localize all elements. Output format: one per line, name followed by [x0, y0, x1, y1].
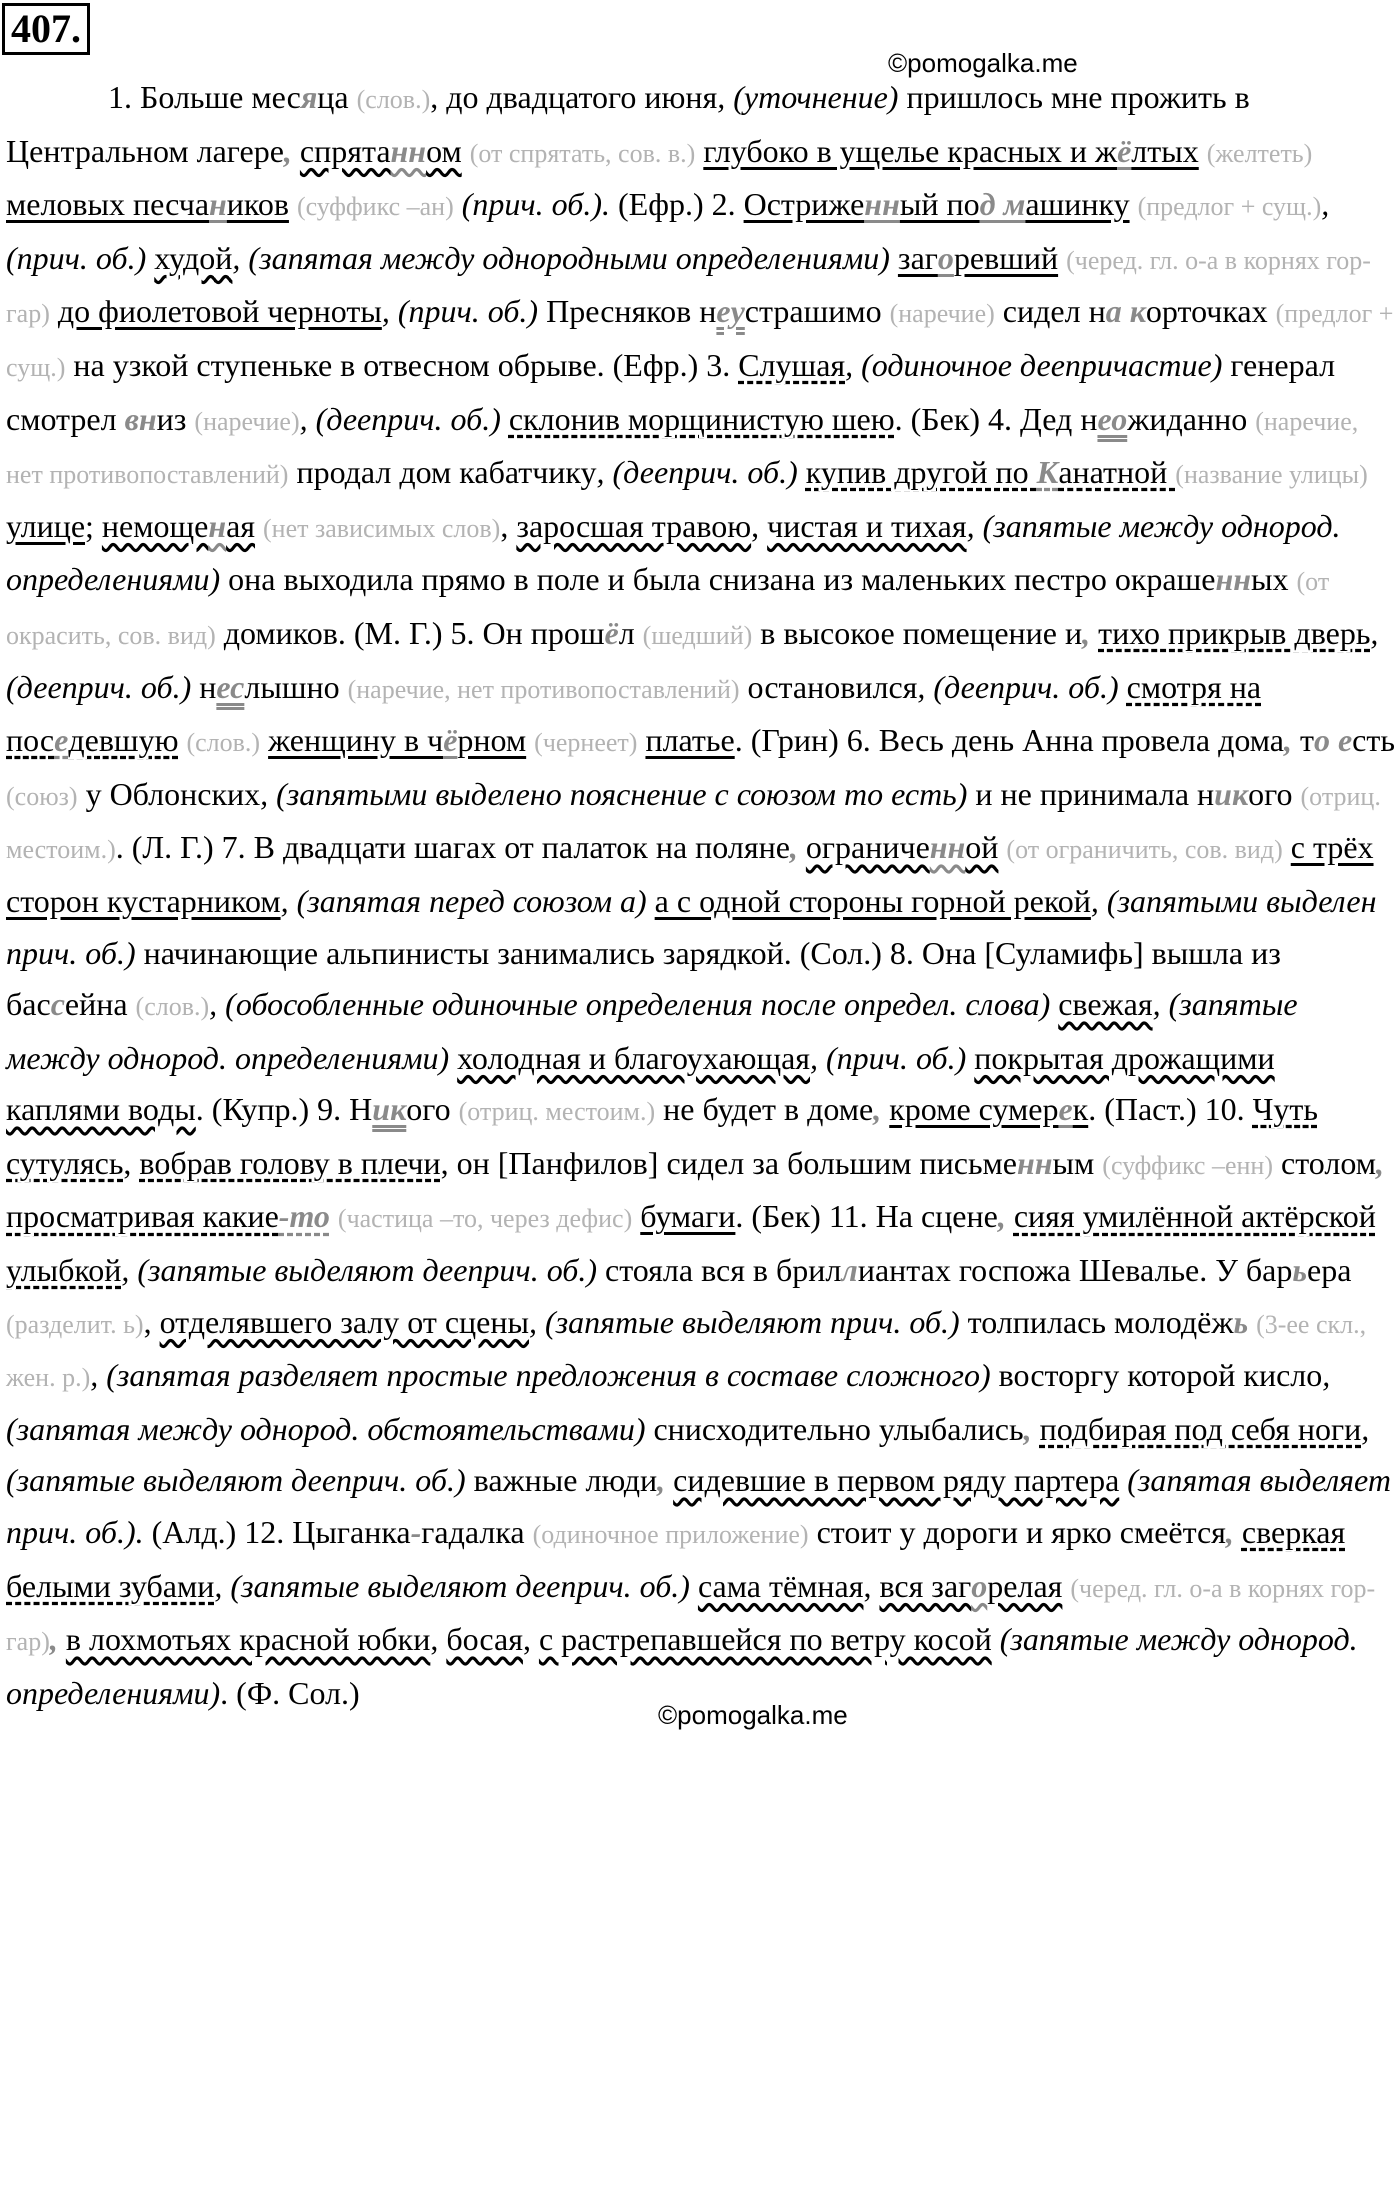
text-segment: Чуть сутулясь: [6, 1091, 1318, 1181]
text-segment: [255, 508, 263, 544]
text-segment: она выходила прямо в поле и была снизана из маленьких пестро окраше: [220, 561, 1216, 598]
text-segment: стоит у дороги и ярко смеётся: [808, 1514, 1226, 1551]
text-segment: вся заг: [879, 1567, 972, 1604]
text-segment: н: [209, 186, 227, 223]
text-segment: [260, 722, 268, 758]
text-segment: сидевшие в первом ряду партера: [673, 1462, 1120, 1499]
text-segment: жиданно: [1127, 400, 1256, 437]
text-segment: нн: [864, 186, 900, 223]
text-segment: пришлось мне прожить в Центральном лагере: [6, 79, 1250, 169]
text-segment: просматривая какие: [6, 1198, 279, 1235]
text-segment: [798, 454, 806, 490]
text-segment: бумаги: [640, 1198, 736, 1235]
text-segment: с: [50, 986, 65, 1023]
text-segment: ,: [143, 1303, 160, 1340]
text-segment: ,: [430, 1621, 447, 1658]
text-segment: ым: [1052, 1144, 1103, 1181]
punctuation-comment: (прич. об.).: [453, 186, 610, 223]
text-segment: босая: [446, 1621, 523, 1658]
text-segment: девшую: [68, 722, 179, 759]
text-segment: ера: [1307, 1252, 1352, 1289]
text-segment: склонив морщинистую шею: [508, 400, 895, 437]
grammar-note: (черед. гл. о-а в корнях гор-гар): [6, 245, 1371, 329]
exercise-text: [6, 72, 1396, 1719]
text-segment: платье: [645, 722, 735, 759]
text-segment: 1. Больше мес: [108, 79, 301, 115]
text-segment: к: [1072, 1091, 1089, 1128]
text-segment: сть: [1352, 722, 1395, 759]
grammar-note: (союз): [6, 781, 78, 811]
text-segment: (Ефр.) 2.: [610, 186, 744, 223]
text-segment: покрытая дрожащими каплями воды: [6, 1039, 1275, 1128]
text-segment: , до двадцатого июня: [430, 79, 718, 115]
grammar-note: (суффикс –ан): [296, 192, 454, 222]
text-segment: . (Л. Г.) 7. В двадцати шагах от палаток на поляне: [115, 829, 790, 866]
text-segment: сверкая белыми зубами: [6, 1514, 1346, 1604]
text-segment: продал дом кабатчику: [288, 454, 597, 491]
text-segment: вобрав голову в плечи: [139, 1144, 441, 1181]
text-segment: в лохмотьях красной юбки: [65, 1621, 431, 1658]
text-segment: о: [971, 1567, 988, 1604]
text-segment: начинающие альпинисты занимались зарядкой. (Сол.) 8. Она [Суламифь] вышла из бас: [6, 934, 1281, 1023]
punctuation-comment: , (дееприч. об.): [596, 454, 798, 491]
text-segment: улице: [6, 507, 86, 544]
text-segment: генерал смотрел: [6, 346, 1336, 437]
text-segment: , он [Панфилов] сидел за большим письме: [440, 1144, 1017, 1181]
text-segment: ,: [1082, 614, 1099, 651]
grammar-note: (от ограничить, сов. вид): [1006, 835, 1283, 865]
text-segment: ейна: [64, 986, 136, 1023]
text-segment: нн: [1017, 1144, 1053, 1181]
text-segment: и не принимала н: [967, 775, 1215, 812]
text-segment: ь: [1233, 1303, 1249, 1340]
text-segment: о: [937, 239, 954, 276]
grammar-note: (предлог + сущ.): [6, 299, 1394, 382]
punctuation-comment: , (прич. об.): [810, 1039, 967, 1076]
text-segment: ё: [443, 722, 458, 759]
text-segment: худой: [154, 239, 233, 276]
grammar-note: (слов.): [135, 992, 210, 1022]
text-segment: женщину в ч: [268, 722, 444, 759]
punctuation-comment: , (запятая разделяет простые предложения в составе сложного): [90, 1357, 991, 1394]
text-segment: [1199, 133, 1207, 169]
text-segment: н: [191, 668, 217, 705]
text-segment: Слушая: [738, 346, 846, 383]
grammar-note: (черед. гл. о-а в корнях гор-гар): [6, 1573, 1376, 1657]
grammar-note: (разделит. ь): [6, 1309, 144, 1339]
text-segment: до фиолетовой черноты: [57, 293, 382, 330]
text-segment: ик: [1214, 775, 1249, 812]
punctuation-comment: , (дееприч. об.): [6, 614, 1379, 705]
text-segment: ой: [965, 829, 999, 866]
text-segment: купив другой по: [805, 454, 1037, 491]
text-segment: ,: [1023, 1410, 1040, 1447]
text-segment: . (Бек) 4. Дед н: [894, 400, 1098, 437]
text-segment: я: [300, 79, 318, 115]
text-segment: ца: [317, 79, 357, 115]
text-segment: [1248, 1304, 1256, 1340]
text-segment: важные люди: [465, 1462, 658, 1499]
punctuation-comment: , (запятыми выделено пояснение с союзом то есть): [260, 775, 968, 812]
text-segment: подбирая под себя ноги: [1039, 1410, 1362, 1447]
text-segment: еу: [716, 293, 745, 330]
text-segment: вн: [124, 400, 157, 437]
text-segment: . (Купр.) 9. Н: [195, 1091, 373, 1128]
text-segment: л: [618, 614, 643, 651]
text-segment: [647, 883, 655, 919]
text-segment: ашинку: [1025, 186, 1130, 223]
punctuation-comment: , (обособленные одиночные определения после определ. слова): [209, 986, 1051, 1023]
text-segment: ,: [873, 1091, 890, 1128]
grammar-note: (одиночное приложение): [532, 1520, 809, 1550]
text-segment: ео: [1097, 400, 1128, 437]
text-segment: ом: [426, 132, 462, 169]
text-segment: смотря на пос: [6, 668, 1262, 759]
grammar-note: (3-ее скл., жен. р.): [6, 1309, 1367, 1393]
text-segment: ь: [1292, 1252, 1307, 1289]
grammar-note: (название улицы): [1175, 460, 1368, 490]
text-segment: ,: [283, 132, 300, 169]
text-segment: остановился: [739, 668, 918, 705]
text-segment: ,: [500, 507, 517, 544]
text-segment: о е: [1313, 722, 1353, 759]
text-segment: [690, 1568, 698, 1604]
text-segment: ревший: [953, 239, 1059, 276]
text-segment: . (Бек) 11. На сцене: [735, 1198, 998, 1235]
text-segment: ого: [1248, 775, 1301, 812]
punctuation-comment: (запятые между однород. определениями): [6, 1621, 1358, 1711]
text-segment: [1283, 829, 1291, 865]
text-segment: ,: [522, 1621, 539, 1658]
text-segment: кроме сумер: [889, 1091, 1059, 1128]
text-segment: ик: [372, 1091, 407, 1128]
watermark-top: ©pomogalka.me: [888, 48, 1078, 78]
grammar-note: (от окрасить, сов. вид): [6, 567, 1330, 650]
text-segment: [1058, 240, 1066, 276]
text-segment: анатной: [1058, 454, 1176, 491]
text-segment: из: [156, 400, 195, 437]
grammar-note: (слов.): [356, 85, 431, 114]
watermark-middle: ©pomogalka.me: [658, 1700, 848, 1730]
text-segment: а с одной стороны горной рекой: [654, 882, 1091, 919]
text-segment: восторгу которой кисло: [990, 1357, 1323, 1394]
text-segment: Пресняков н: [538, 293, 717, 330]
text-segment: ,: [123, 1144, 140, 1181]
text-segment: нн: [1215, 561, 1251, 598]
text-segment: [526, 722, 534, 758]
text-segment: ё: [1117, 132, 1132, 169]
text-segment: с трёх сторон кустарником: [6, 829, 1374, 919]
text-segment: нн: [390, 132, 427, 169]
punctuation-comment: , (запятые между однород. определениями): [6, 986, 1298, 1076]
text-segment: д м: [979, 186, 1026, 223]
text-segment: [501, 401, 509, 437]
text-segment: [330, 1198, 338, 1234]
punctuation-comment: , (прич. об.): [6, 186, 1330, 276]
text-segment: н: [208, 507, 227, 544]
text-segment: ес: [216, 668, 245, 705]
text-segment: не будет в доме: [655, 1091, 874, 1128]
grammar-note: (отриц. местоим.): [458, 1097, 656, 1127]
punctuation-comment: , (запятые выделяют дееприч. об.): [121, 1252, 598, 1289]
text-segment: . (Паст.) 10.: [1088, 1091, 1253, 1128]
punctuation-comment: (запятая выделяет прич. об.).: [6, 1462, 1391, 1551]
punctuation-comment: , (запятая перед союзом а): [280, 882, 647, 919]
punctuation-comment: , (уточнение): [717, 79, 899, 115]
text-segment: ого: [406, 1091, 459, 1128]
text-segment: т: [1299, 722, 1314, 759]
text-segment: тихо прикрыв дверь: [1098, 614, 1371, 651]
text-segment: иков: [226, 186, 289, 223]
text-segment: релая: [987, 1567, 1063, 1604]
text-segment: К: [1036, 454, 1059, 491]
text-segment: спрята: [299, 132, 391, 169]
grammar-note: (слов.): [186, 728, 261, 758]
text-segment: е: [54, 722, 69, 759]
grammar-note: (желтеть): [1206, 138, 1313, 168]
punctuation-comment: , (запятые выделяют дееприч. об.): [214, 1567, 690, 1604]
text-segment: -то: [278, 1198, 330, 1235]
text-segment: заросшая травою: [516, 507, 752, 544]
text-segment: . (Ф. Сол.): [220, 1674, 360, 1711]
grammar-note: (суффикс –енн): [1102, 1150, 1273, 1180]
text-segment: (Алд.) 12. Цыганка: [143, 1514, 411, 1551]
text-segment: -: [410, 1514, 422, 1551]
grammar-note: (чернеет): [534, 728, 638, 758]
text-segment: чистая и тихая: [767, 507, 967, 544]
grammar-note: (наречие): [194, 406, 300, 436]
text-segment: ,: [1283, 722, 1300, 759]
exercise-number: 407.: [2, 3, 90, 55]
text-segment: . (Грин) 6. Весь день Анна провела дома: [734, 722, 1284, 759]
text-segment: меловых песча: [6, 186, 210, 223]
text-segment: ,: [1225, 1514, 1242, 1551]
text-segment: отделявшего залу от сцены: [159, 1303, 529, 1340]
text-segment: холодная и благоухающая: [457, 1039, 811, 1076]
text-segment: [50, 293, 58, 329]
text-segment: [289, 186, 297, 222]
text-segment: с растрепавшейся по ветру косой: [538, 1621, 992, 1658]
text-segment: [890, 240, 898, 276]
grammar-note: (нет зависимых слов): [263, 513, 501, 543]
punctuation-comment: , (одиночное деепричастие): [845, 346, 1223, 383]
grammar-note: (наречие, нет противопоставлений): [347, 674, 740, 704]
punctuation-comment: , (прич. об.): [381, 293, 539, 330]
text-segment: ,: [49, 1621, 66, 1658]
text-segment: на узкой ступеньке в отвесном обрыве. (Ефр.) 3.: [65, 346, 739, 383]
text-segment: а к: [1105, 293, 1146, 330]
text-segment: [449, 1040, 457, 1076]
text-segment: орточках: [1145, 293, 1276, 330]
text-segment: л: [841, 1252, 858, 1289]
text-segment: лтых: [1131, 132, 1199, 169]
text-segment: гадалка: [421, 1514, 533, 1551]
text-segment: в высокое помещение и: [752, 614, 1083, 651]
text-segment: у Облонских: [77, 775, 261, 812]
text-segment: ограниче: [805, 829, 930, 866]
grammar-note: (частица –то, через дефис): [337, 1204, 633, 1234]
text-segment: ый по: [899, 186, 980, 223]
punctuation-comment: , (запятые выделяют прич. об.): [529, 1303, 960, 1340]
punctuation-comment: , (запятая между однород. обстоятельствами): [6, 1357, 1331, 1447]
text-segment: ,: [863, 1567, 880, 1604]
text-segment: [462, 133, 470, 169]
text-segment: [1119, 669, 1127, 705]
grammar-note: (отриц. местоим.): [6, 781, 1381, 865]
text-segment: заг: [897, 239, 938, 276]
text-segment: толпилась молодёж: [959, 1303, 1234, 1340]
punctuation-comment: , (дееприч. об.): [917, 668, 1119, 705]
grammar-note: (предлог + сущ.): [1137, 192, 1322, 222]
text-segment: рном: [457, 722, 527, 759]
text-segment: немоще: [101, 507, 209, 544]
punctuation-comment: , (запятыми выделен прич. об.): [6, 882, 1377, 971]
text-segment: нн: [929, 829, 966, 866]
punctuation-comment: , (запятые между однород. определениями): [6, 507, 1341, 598]
text-segment: свежая: [1058, 986, 1153, 1023]
text-segment: страшимо: [744, 293, 890, 330]
punctuation-comment: , (запятая между однородными определениями): [232, 239, 890, 276]
text-segment: ;: [85, 507, 102, 544]
text-segment: ых: [1251, 561, 1297, 598]
text-segment: сияя умилённой актёрской улыбкой: [6, 1198, 1376, 1289]
text-segment: ая: [226, 507, 256, 544]
text-segment: иантах госпожа Шевалье. У бар: [857, 1252, 1293, 1289]
text-segment: ,: [789, 829, 806, 866]
grammar-note: (наречие): [889, 299, 995, 329]
text-segment: ё: [604, 614, 619, 651]
punctuation-comment: , (дееприч. об.): [299, 400, 501, 437]
text-segment: [1130, 186, 1138, 222]
text-segment: снисходительно улыбались: [645, 1410, 1024, 1447]
text-segment: ,: [657, 1462, 674, 1499]
grammar-note: (шедший): [642, 620, 753, 650]
text-segment: домиков. (М. Г.) 5. Он прош: [215, 614, 605, 651]
text-segment: сама тёмная: [697, 1567, 864, 1604]
grammar-note: (наречие, нет противопоставлений): [6, 406, 1359, 490]
text-segment: ,: [997, 1198, 1014, 1235]
text-segment: ,: [751, 507, 768, 544]
text-segment: столом: [1273, 1144, 1376, 1181]
text-segment: ,: [1375, 1144, 1384, 1181]
text-segment: лышно: [244, 668, 348, 705]
text-segment: сидел н: [994, 293, 1106, 330]
text-segment: Остриже: [743, 186, 865, 223]
text-segment: стояла вся в брил: [597, 1252, 842, 1289]
punctuation-comment: , (запятые выделяют дееприч. об.): [6, 1410, 1370, 1499]
text-segment: глубоко в ущелье красных и ж: [703, 132, 1118, 169]
grammar-note: (от спрятать, сов. в.): [469, 138, 696, 168]
text-segment: е: [1058, 1091, 1073, 1128]
